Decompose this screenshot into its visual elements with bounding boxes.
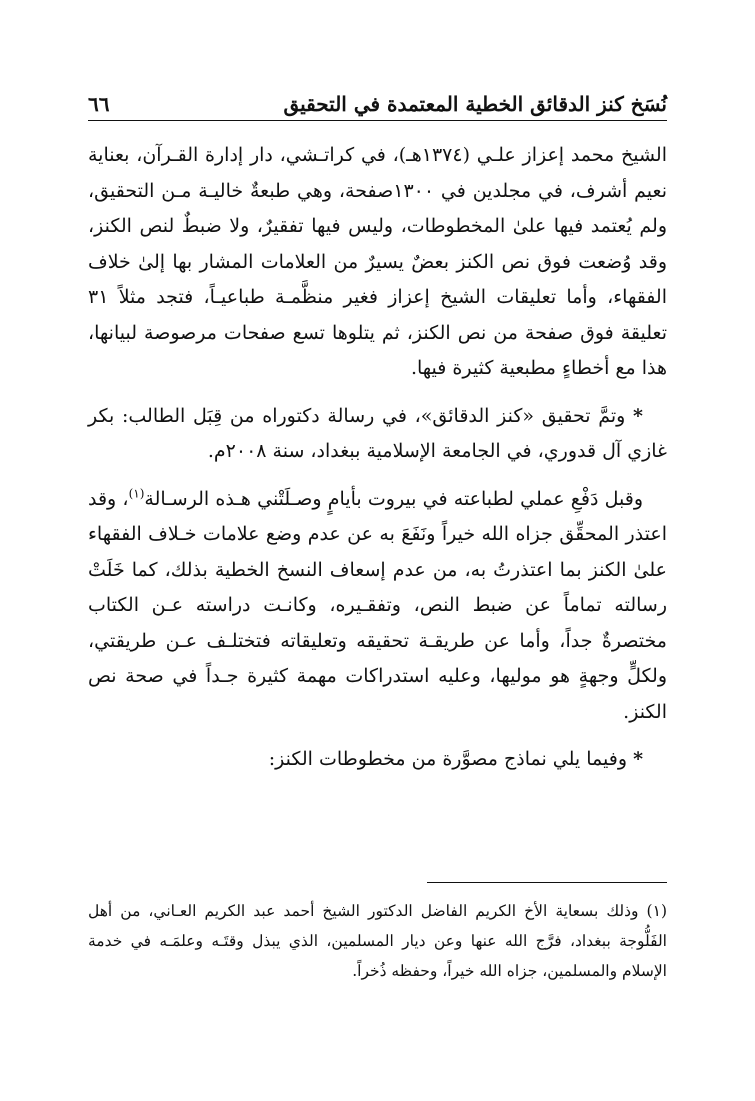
paragraph-manuscript-samples-text: وفيما يلي نماذج مصوَّرة من مخطوطات الكنز: [268, 748, 628, 770]
footnote-text: (١) وذلك بسعاية الأخ الكريم الفاضل الدكتور الشيخ أحمد عبد الكريم العـاني، من أهل الفَلُّوجة ببغداد، فرَّج الله عنها وعن ديار المسلمين، الذي يبذل وقتَـه وعلمَـه في خدمة الإسلام والمسلمين، جزاه الله خيراً، وحفظه ذُخراً. [88, 902, 667, 980]
star-bullet: * [633, 404, 643, 427]
header-rule [88, 120, 667, 121]
paragraph-comparison [88, 482, 667, 731]
body-text [88, 138, 667, 790]
paragraph-comparison-text-a: وقبل دَفْعِ عملي لطباعته في بيروت بأيامٍ وصـلَتْني هـذه الرسـالة [144, 487, 643, 510]
paragraph-dissertation [88, 399, 667, 470]
footnote [88, 896, 667, 986]
page-number: ٦٦ [88, 92, 110, 116]
paragraph-edition-description: الشيخ محمد إعزاز علـي (١٣٧٤هـ)، في كراتـشي، دار إدارة القـرآن، بعناية نعيم أشرف، في مجلدين في ١٣٠٠صفحة، وهي طبعةٌ خاليـة مـن التحقيق، ولم يُعتمد فيها علىٰ المخطوطات، وليس فيها تفقيرٌ، ولا ضبطٌ لنص الكنز، وقد وُضعت فوق نص الكنز بعضٌ يسيرٌ من العلامات المشار بها إلىٰ خلاف الفقهاء، وأما تعليقات الشيخ إعزاز فغير منظَّمـة طباعيـاً، فتجد مثلاً ٣١ تعليقة فوق صفحة من نص الكنز، ثم يتلوها تسع صفحات مرصوصة لبيانها، هذا مع أخطاءٍ مطبعية كثيرة فيها. [88, 144, 667, 379]
star-bullet: * [633, 748, 643, 770]
running-title: نُسَخ كنز الدقائق الخطية المعتمدة في التحقيق [283, 92, 667, 116]
paragraph-comparison-text-b: ، وقد اعتذر المحقِّق جزاه الله خيراً ونَفَعَ به عن عدم وضع علامات خـلاف الفقهاء علىٰ الكنز بما اعتذرتُ به، من عدم إسعاف النسخ الخطية بذلك، كما خَلَتْ رسالته تماماً عن ضبط النص، وتفقـيره، وكانـت دراسته عـن الكتاب مختصرةٌ جداً، وأما عن طريقـة تحقيقه وتعليقاته فتختلـف عـن طريقتي، ولكلٍّ وجهةٍ هو موليها، وعليه استدراكات مهمة كثيرة جـداً في صحة نص الكنز. [88, 487, 667, 723]
footnote-reference[interactable]: (١) [128, 486, 145, 501]
paragraph-manuscript-samples [88, 742, 667, 778]
paragraph-dissertation-text: وتمَّ تحقيق «كنز الدقائق»، في رسالة دكتوراه من قِبَل الطالب: بكر غازي آل قدوري، في الجامعة الإسلامية ببغداد، سنة ٢٠٠٨م. [88, 404, 667, 462]
running-header [88, 80, 667, 116]
footnote-separator [427, 882, 667, 883]
